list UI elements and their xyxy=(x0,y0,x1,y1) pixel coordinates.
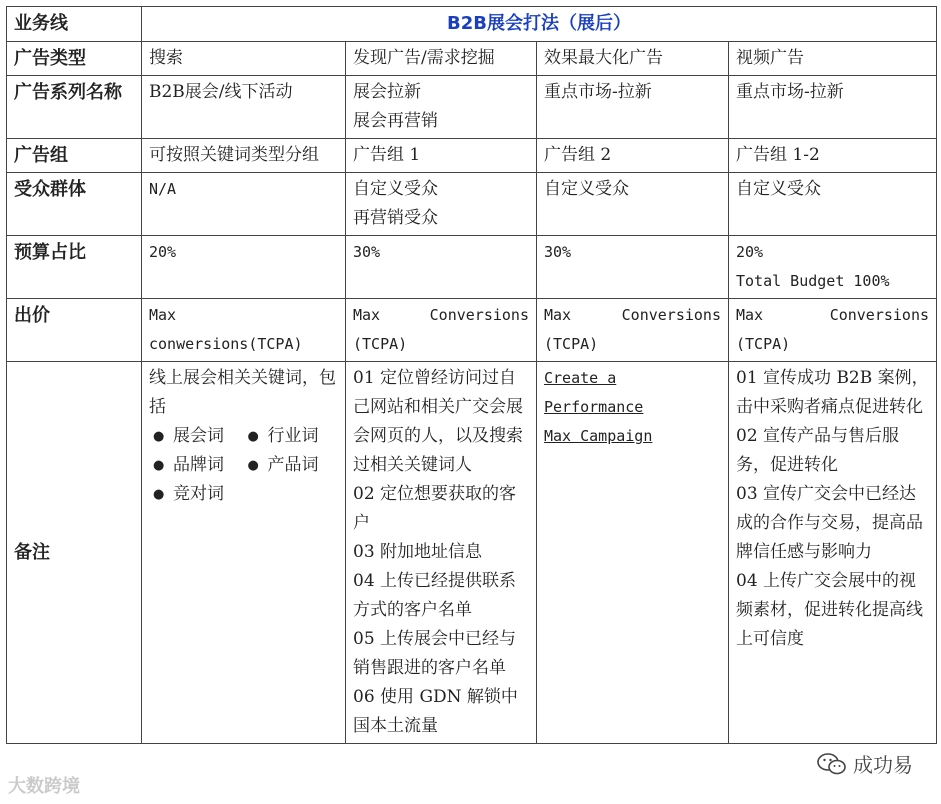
audience-cell-3: 自定义受众 xyxy=(537,173,729,236)
ad-strategy-table xyxy=(6,6,937,744)
notes-cell-3 xyxy=(537,362,729,744)
group-cell-3: 广告组 2 xyxy=(537,139,729,173)
create-pmax-link[interactable]: Create a Performance Max Campaign xyxy=(544,369,653,445)
notes-label: 备注 xyxy=(7,362,142,744)
col-discovery: 发现广告/需求挖掘 xyxy=(346,42,537,76)
notes-cell-2: 01 定位曾经访问过自己网站和相关广交会展会网页的人，以及搜索过相关关键词人 02 定位想要获取的客户 03 附加地址信息 04 上传已经提供联系方式的客户名单 05 上传展会中已经与销售跟进的客户名单 06 使用 GDN 解锁中国本土流量 xyxy=(346,362,537,744)
budget-cell-3: 30% xyxy=(537,236,729,299)
audience-cell-1: N/A xyxy=(142,173,346,236)
list-item: ● 展会词 xyxy=(149,422,244,451)
bid-cell-1: Max conwersions(TCPA) xyxy=(142,299,346,362)
budget-row xyxy=(7,236,937,299)
notes-cell-4: 01 宣传成功 B2B 案例，击中采购者痛点促进转化 02 宣传产品与售后服务，促进转化 03 宣传广交会中已经达成的合作与交易，提高品牌信任感与影响力 04 上传广交会展中的视频素材，促进转化提高线上可信度 xyxy=(729,362,937,744)
watermark-right xyxy=(817,749,913,778)
col-pmax: 效果最大化广告 xyxy=(537,42,729,76)
list-item: ● 产品词 xyxy=(244,451,339,480)
series-cell-2: 展会拉新 展会再营销 xyxy=(346,76,537,139)
keyword-list xyxy=(149,422,338,509)
ad-type-label: 广告类型 xyxy=(7,42,142,76)
series-label: 广告系列名称 xyxy=(7,76,142,139)
notes-cell-1: 线上展会相关关键词，包括 ● 展会词 ● 行业词 ● 品牌词 ● 产品词 ● 竞对词 xyxy=(142,362,346,744)
group-label: 广告组 xyxy=(7,139,142,173)
series-cell-1: B2B展会/线下活动 xyxy=(142,76,346,139)
budget-cell-2: 30% xyxy=(346,236,537,299)
header-row xyxy=(7,7,937,42)
bid-cell-4: Max Conversions (TCPA) xyxy=(729,299,937,362)
series-cell-4: 重点市场-拉新 xyxy=(729,76,937,139)
group-cell-2: 广告组 1 xyxy=(346,139,537,173)
bid-cell-2: Max Conversions (TCPA) xyxy=(346,299,537,362)
series-row xyxy=(7,76,937,139)
table-title: B2B展会打法（展后） xyxy=(142,7,937,42)
budget-cell-1: 20% xyxy=(142,236,346,299)
watermark-right-text: 成功易 xyxy=(853,753,913,777)
business-line-label: 业务线 xyxy=(7,7,142,42)
watermark-left: 大数跨境 xyxy=(8,776,80,797)
col-video: 视频广告 xyxy=(729,42,937,76)
ad-type-row xyxy=(7,42,937,76)
series-cell-3: 重点市场-拉新 xyxy=(537,76,729,139)
audience-row xyxy=(7,173,937,236)
budget-cell-4: 20% Total Budget 100% xyxy=(729,236,937,299)
group-row xyxy=(7,139,937,173)
list-item: ● 竞对词 xyxy=(149,480,244,509)
bid-cell-3: Max Conversions (TCPA) xyxy=(537,299,729,362)
col-search: 搜索 xyxy=(142,42,346,76)
wechat-icon xyxy=(817,752,847,776)
notes-row xyxy=(7,362,937,744)
list-item: ● 品牌词 xyxy=(149,451,244,480)
audience-cell-4: 自定义受众 xyxy=(729,173,937,236)
budget-label: 预算占比 xyxy=(7,236,142,299)
bid-row xyxy=(7,299,937,362)
group-cell-1: 可按照关键词类型分组 xyxy=(142,139,346,173)
list-item: ● 行业词 xyxy=(244,422,339,451)
bid-label: 出价 xyxy=(7,299,142,362)
group-cell-4: 广告组 1-2 xyxy=(729,139,937,173)
audience-label: 受众群体 xyxy=(7,173,142,236)
audience-cell-2: 自定义受众 再营销受众 xyxy=(346,173,537,236)
